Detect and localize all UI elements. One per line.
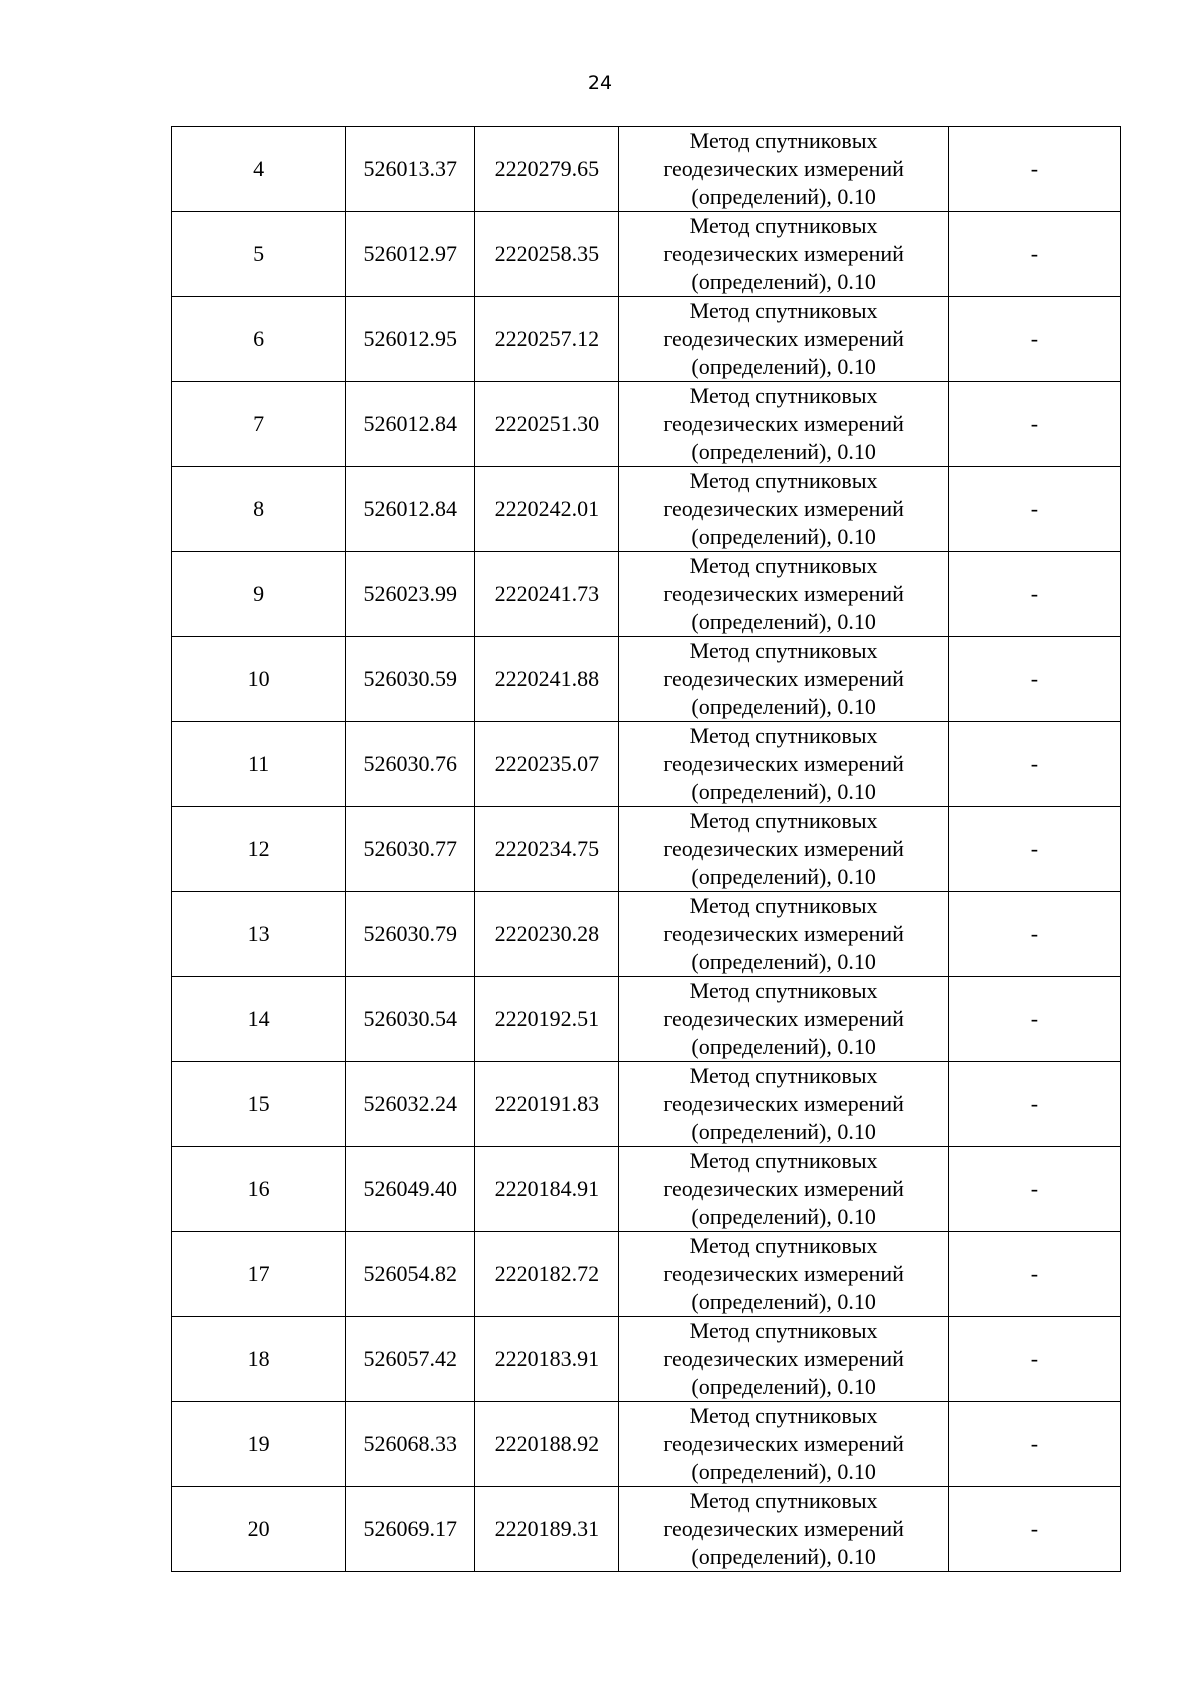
method-line: (определений), 0.10 — [691, 524, 876, 549]
point-number-cell: 6 — [172, 297, 346, 382]
table-row — [172, 892, 1121, 977]
method-cell — [619, 1487, 948, 1572]
table-row — [172, 552, 1121, 637]
method-cell — [619, 892, 948, 977]
x-coordinate-cell: 526012.95 — [346, 297, 475, 382]
x-coordinate-cell: 526013.37 — [346, 127, 475, 212]
point-number-cell: 9 — [172, 552, 346, 637]
y-coordinate-cell: 2220183.91 — [475, 1317, 619, 1402]
note-cell: - — [948, 1062, 1120, 1147]
method-line: Метод спутниковых — [689, 553, 878, 578]
note-cell: - — [948, 467, 1120, 552]
x-coordinate-cell: 526054.82 — [346, 1232, 475, 1317]
note-cell: - — [948, 1487, 1120, 1572]
method-cell — [619, 1402, 948, 1487]
method-line: геодезических измерений — [663, 751, 904, 776]
x-coordinate-cell: 526030.79 — [346, 892, 475, 977]
method-line: Метод спутниковых — [689, 1403, 878, 1428]
method-line: геодезических измерений — [663, 1516, 904, 1541]
table-row — [172, 637, 1121, 722]
note-cell: - — [948, 892, 1120, 977]
x-coordinate-cell: 526030.54 — [346, 977, 475, 1062]
y-coordinate-cell: 2220182.72 — [475, 1232, 619, 1317]
x-coordinate-cell: 526030.59 — [346, 637, 475, 722]
y-coordinate-cell: 2220184.91 — [475, 1147, 619, 1232]
note-cell: - — [948, 1232, 1120, 1317]
table-row — [172, 212, 1121, 297]
table-row — [172, 127, 1121, 212]
method-line: геодезических измерений — [663, 411, 904, 436]
point-number-cell: 4 — [172, 127, 346, 212]
method-cell — [619, 467, 948, 552]
x-coordinate-cell: 526049.40 — [346, 1147, 475, 1232]
method-line: Метод спутниковых — [689, 978, 878, 1003]
point-number-cell: 12 — [172, 807, 346, 892]
x-coordinate-cell: 526012.84 — [346, 382, 475, 467]
point-number-cell: 14 — [172, 977, 346, 1062]
x-coordinate-cell: 526032.24 — [346, 1062, 475, 1147]
x-coordinate-cell: 526030.76 — [346, 722, 475, 807]
y-coordinate-cell: 2220242.01 — [475, 467, 619, 552]
method-line: (определений), 0.10 — [691, 1204, 876, 1229]
x-coordinate-cell: 526012.97 — [346, 212, 475, 297]
method-cell — [619, 382, 948, 467]
method-line: Метод спутниковых — [689, 1063, 878, 1088]
x-coordinate-cell: 526012.84 — [346, 467, 475, 552]
method-line: Метод спутниковых — [689, 213, 878, 238]
method-line: (определений), 0.10 — [691, 1119, 876, 1144]
table-row — [172, 1147, 1121, 1232]
method-line: геодезических измерений — [663, 836, 904, 861]
table-row — [172, 1317, 1121, 1402]
table-row — [172, 722, 1121, 807]
method-cell — [619, 552, 948, 637]
y-coordinate-cell: 2220279.65 — [475, 127, 619, 212]
method-line: геодезических измерений — [663, 156, 904, 181]
y-coordinate-cell: 2220230.28 — [475, 892, 619, 977]
note-cell: - — [948, 212, 1120, 297]
x-coordinate-cell: 526023.99 — [346, 552, 475, 637]
method-line: Метод спутниковых — [689, 298, 878, 323]
coordinates-table — [171, 126, 1121, 1572]
coordinates-table-body — [172, 127, 1121, 1572]
point-number-cell: 18 — [172, 1317, 346, 1402]
note-cell: - — [948, 382, 1120, 467]
method-line: геодезических измерений — [663, 241, 904, 266]
note-cell: - — [948, 807, 1120, 892]
table-row — [172, 382, 1121, 467]
method-line: (определений), 0.10 — [691, 269, 876, 294]
note-cell: - — [948, 637, 1120, 722]
note-cell: - — [948, 1147, 1120, 1232]
note-cell: - — [948, 552, 1120, 637]
table-row — [172, 1402, 1121, 1487]
method-line: Метод спутниковых — [689, 638, 878, 663]
point-number-cell: 17 — [172, 1232, 346, 1317]
method-line: геодезических измерений — [663, 1346, 904, 1371]
method-line: Метод спутниковых — [689, 128, 878, 153]
point-number-cell: 20 — [172, 1487, 346, 1572]
method-cell — [619, 637, 948, 722]
table-row — [172, 1487, 1121, 1572]
y-coordinate-cell: 2220188.92 — [475, 1402, 619, 1487]
table-row — [172, 1062, 1121, 1147]
y-coordinate-cell: 2220241.88 — [475, 637, 619, 722]
table-row — [172, 297, 1121, 382]
note-cell: - — [948, 1317, 1120, 1402]
method-line: (определений), 0.10 — [691, 694, 876, 719]
y-coordinate-cell: 2220235.07 — [475, 722, 619, 807]
method-line: (определений), 0.10 — [691, 184, 876, 209]
y-coordinate-cell: 2220234.75 — [475, 807, 619, 892]
point-number-cell: 7 — [172, 382, 346, 467]
method-line: геодезических измерений — [663, 1176, 904, 1201]
method-line: Метод спутниковых — [689, 383, 878, 408]
point-number-cell: 5 — [172, 212, 346, 297]
point-number-cell: 16 — [172, 1147, 346, 1232]
table-row — [172, 1232, 1121, 1317]
method-line: Метод спутниковых — [689, 1233, 878, 1258]
method-line: геодезических измерений — [663, 326, 904, 351]
method-line: Метод спутниковых — [689, 893, 878, 918]
y-coordinate-cell: 2220258.35 — [475, 212, 619, 297]
method-line: (определений), 0.10 — [691, 609, 876, 634]
method-line: Метод спутниковых — [689, 1148, 878, 1173]
method-line: (определений), 0.10 — [691, 1544, 876, 1569]
method-line: геодезических измерений — [663, 1006, 904, 1031]
method-cell — [619, 1232, 948, 1317]
point-number-cell: 10 — [172, 637, 346, 722]
page-number: 24 — [587, 72, 613, 94]
method-line: (определений), 0.10 — [691, 1289, 876, 1314]
method-cell — [619, 1317, 948, 1402]
y-coordinate-cell: 2220192.51 — [475, 977, 619, 1062]
y-coordinate-cell: 2220241.73 — [475, 552, 619, 637]
method-cell — [619, 722, 948, 807]
method-line: геодезических измерений — [663, 1091, 904, 1116]
x-coordinate-cell: 526057.42 — [346, 1317, 475, 1402]
method-cell — [619, 297, 948, 382]
method-line: (определений), 0.10 — [691, 864, 876, 889]
method-line: Метод спутниковых — [689, 1488, 878, 1513]
note-cell: - — [948, 297, 1120, 382]
method-cell — [619, 807, 948, 892]
method-line: геодезических измерений — [663, 496, 904, 521]
point-number-cell: 13 — [172, 892, 346, 977]
y-coordinate-cell: 2220251.30 — [475, 382, 619, 467]
table-row — [172, 807, 1121, 892]
method-line: (определений), 0.10 — [691, 1034, 876, 1059]
note-cell: - — [948, 127, 1120, 212]
method-line: (определений), 0.10 — [691, 1374, 876, 1399]
note-cell: - — [948, 977, 1120, 1062]
y-coordinate-cell: 2220257.12 — [475, 297, 619, 382]
point-number-cell: 19 — [172, 1402, 346, 1487]
y-coordinate-cell: 2220189.31 — [475, 1487, 619, 1572]
method-line: Метод спутниковых — [689, 723, 878, 748]
point-number-cell: 8 — [172, 467, 346, 552]
note-cell: - — [948, 1402, 1120, 1487]
method-cell — [619, 212, 948, 297]
method-cell — [619, 127, 948, 212]
method-line: Метод спутниковых — [689, 1318, 878, 1343]
note-cell: - — [948, 722, 1120, 807]
point-number-cell: 11 — [172, 722, 346, 807]
x-coordinate-cell: 526068.33 — [346, 1402, 475, 1487]
table-row — [172, 467, 1121, 552]
point-number-cell: 15 — [172, 1062, 346, 1147]
x-coordinate-cell: 526069.17 — [346, 1487, 475, 1572]
method-cell — [619, 1147, 948, 1232]
method-line: геодезических измерений — [663, 666, 904, 691]
method-line: (определений), 0.10 — [691, 779, 876, 804]
method-line: геодезических измерений — [663, 921, 904, 946]
method-line: (определений), 0.10 — [691, 1459, 876, 1484]
method-line: геодезических измерений — [663, 1261, 904, 1286]
table-row — [172, 977, 1121, 1062]
method-line: Метод спутниковых — [689, 468, 878, 493]
method-line: (определений), 0.10 — [691, 949, 876, 974]
method-line: геодезических измерений — [663, 1431, 904, 1456]
method-line: Метод спутниковых — [689, 808, 878, 833]
method-cell — [619, 1062, 948, 1147]
x-coordinate-cell: 526030.77 — [346, 807, 475, 892]
y-coordinate-cell: 2220191.83 — [475, 1062, 619, 1147]
method-line: геодезических измерений — [663, 581, 904, 606]
method-cell — [619, 977, 948, 1062]
method-line: (определений), 0.10 — [691, 439, 876, 464]
method-line: (определений), 0.10 — [691, 354, 876, 379]
